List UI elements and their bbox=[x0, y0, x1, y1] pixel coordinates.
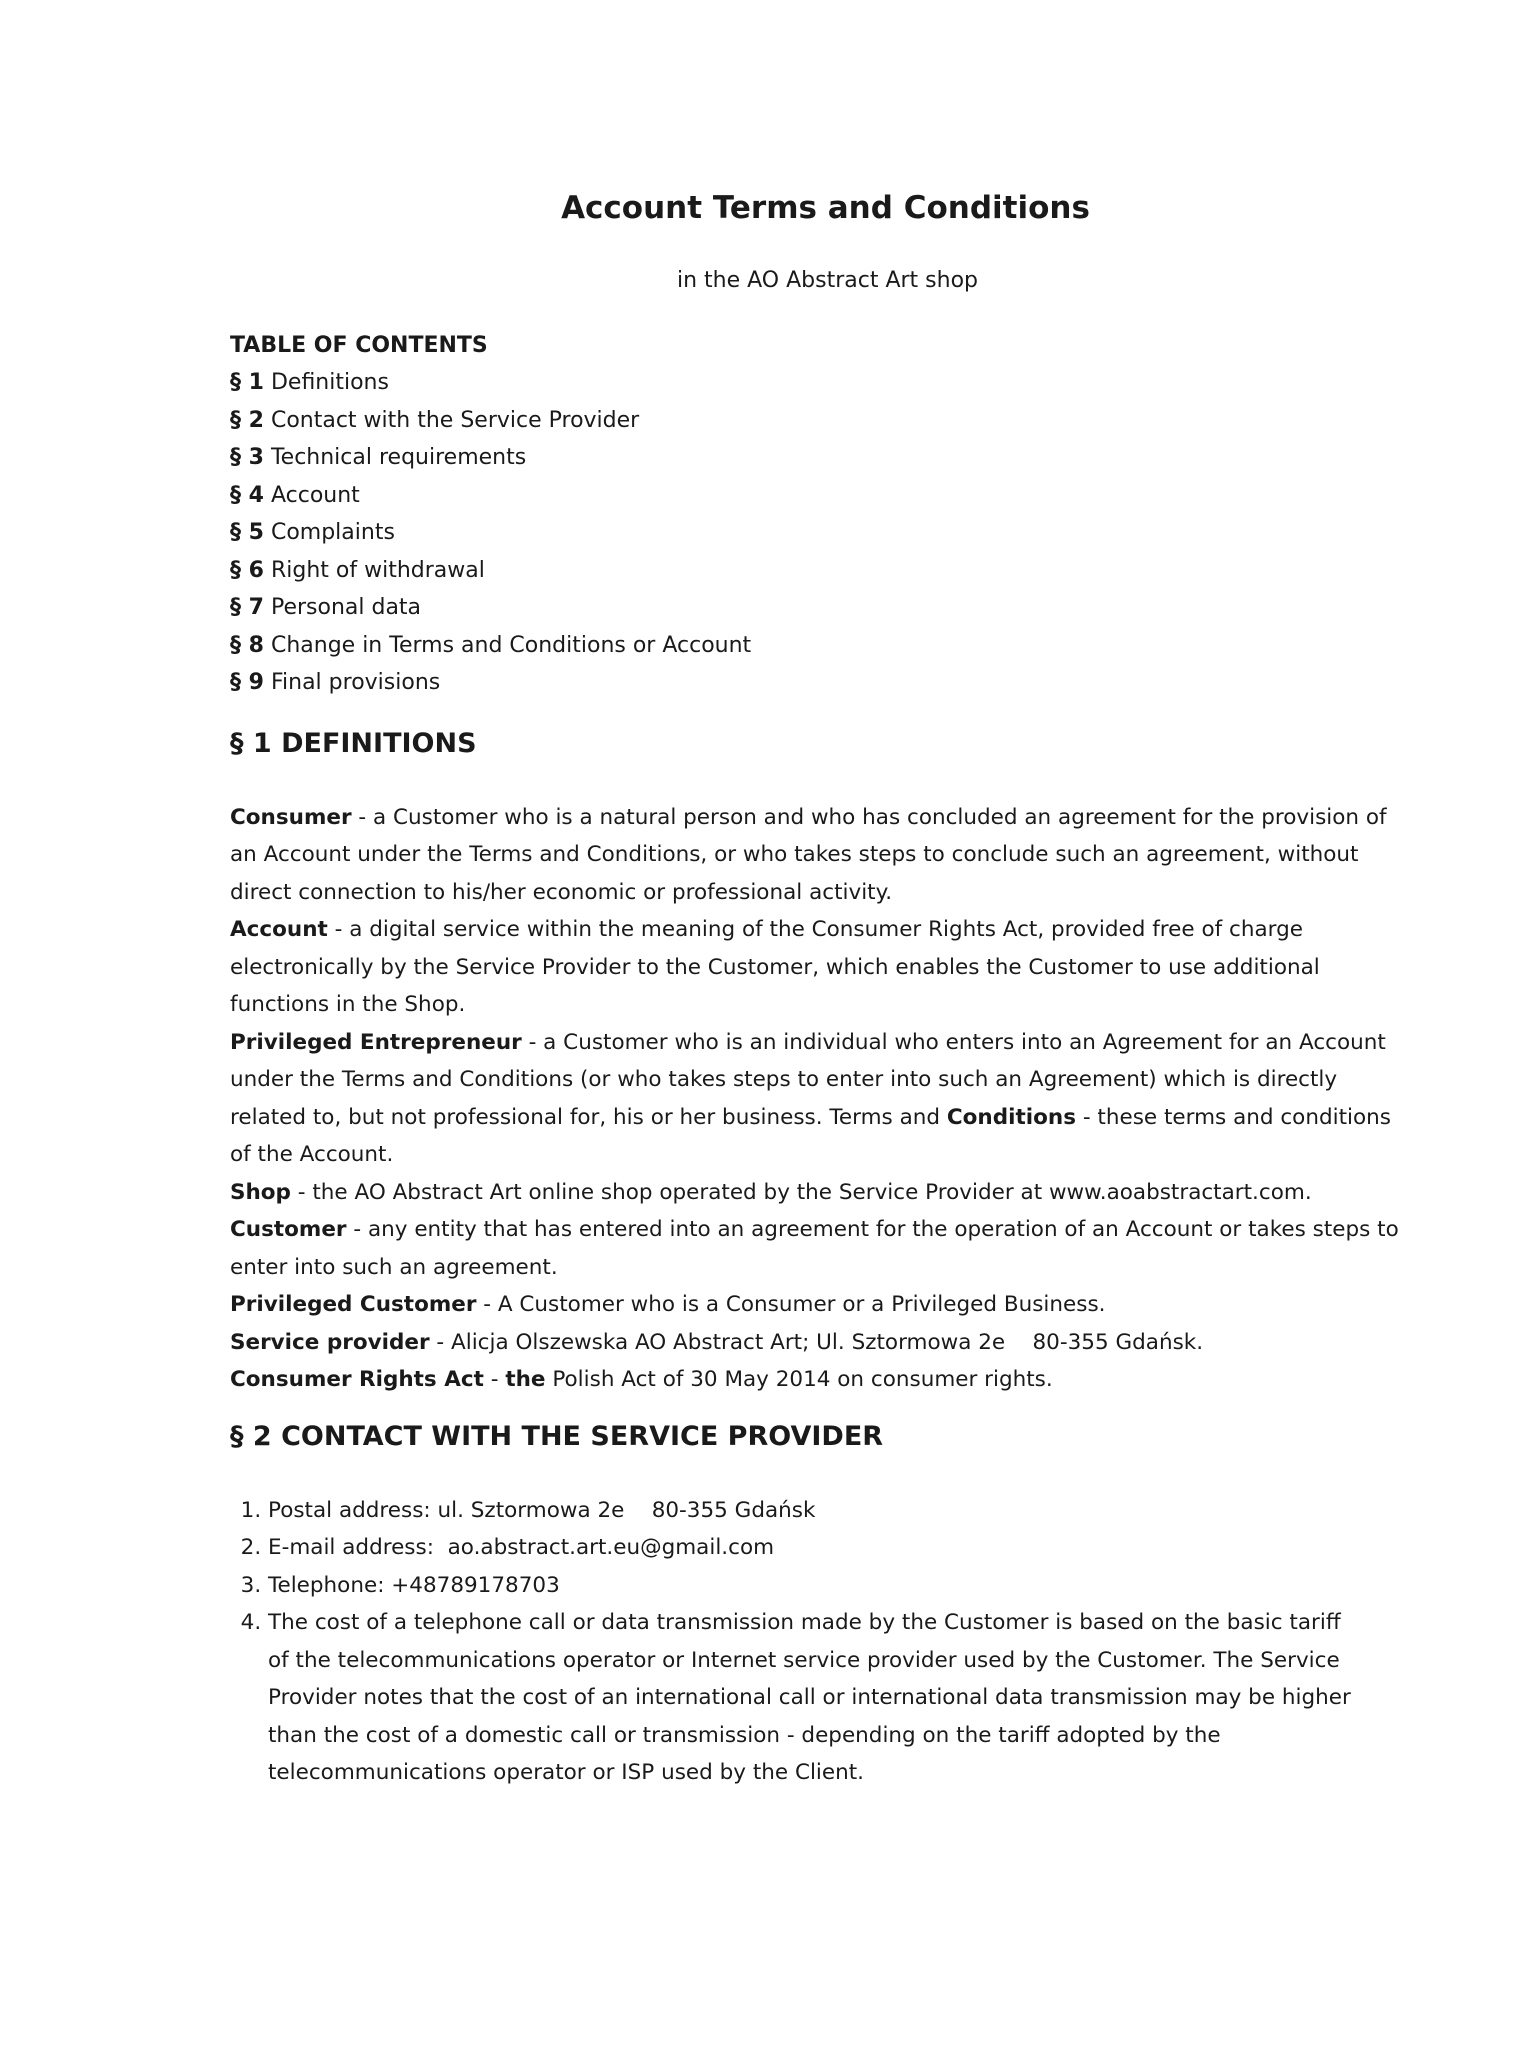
definition-text: - these terms and conditions of the Account. bbox=[230, 1104, 1391, 1167]
contact-cost-note: 4. The cost of a telephone call or data transmission made by the Customer is based on the basic tariff of the telecommunications operator or Internet service provider used by the Customer. The Service Provider notes that the cost of an international call or international data transmission may be higher than the cost of a domestic call or transmission - depending on the tariff adopted by the telecommunications operator or ISP used by the Client. bbox=[268, 1604, 1368, 1792]
definition-item bbox=[230, 799, 1415, 912]
definition-item bbox=[230, 1211, 1415, 1286]
toc-item-number: § 6 bbox=[230, 557, 264, 583]
definitions-list bbox=[230, 799, 1415, 1399]
toc-item-label: Complaints bbox=[270, 520, 395, 545]
toc-item-number: § 9 bbox=[230, 670, 264, 695]
definition-item bbox=[230, 1174, 1415, 1212]
toc-item bbox=[230, 364, 1415, 402]
definition-text: - a Customer who is an individual who enters into an Agreement for an Account under the Terms and Conditions (or who takes steps to enter into such an Agreement) which is directly related to, but not professional for, his or her business. Terms and bbox=[230, 1029, 1386, 1130]
definition-term: Privileged Customer bbox=[230, 1292, 477, 1317]
toc-item-number: § 2 bbox=[230, 407, 264, 433]
definition-term: Account bbox=[230, 917, 328, 942]
section-2-heading: § 2 CONTACT WITH THE SERVICE PROVIDER bbox=[230, 1420, 884, 1452]
toc-item-label: Technical requirements bbox=[270, 445, 527, 470]
toc-item-number: § 5 bbox=[230, 520, 264, 545]
toc-item-number: § 1 bbox=[230, 370, 264, 395]
definition-item bbox=[230, 911, 1415, 1024]
definition-term: the bbox=[505, 1367, 546, 1392]
definition-text: - a digital service within the meaning of the Consumer Rights Act, provided free of charge electronically by the Service Provider to the Customer, which enables the Customer to use additional functions in the Shop. bbox=[230, 917, 1320, 1017]
definition-term: Customer bbox=[230, 1217, 347, 1242]
definition-term: Consumer bbox=[230, 804, 352, 830]
contact-postal-address: 1. Postal address: ul. Sztormowa 2e 80-355 Gdańsk bbox=[268, 1492, 1415, 1530]
toc-item-number: § 7 bbox=[230, 595, 264, 620]
toc-item-label: Personal data bbox=[270, 595, 422, 620]
definition-term: Conditions bbox=[946, 1104, 1076, 1130]
toc-item-label: Contact with the Service Provider bbox=[270, 407, 640, 433]
toc-item bbox=[230, 664, 1415, 702]
toc-heading: TABLE OF CONTENTS bbox=[230, 333, 488, 358]
toc-item-number: § 3 bbox=[230, 445, 264, 470]
toc-item bbox=[230, 477, 1415, 515]
definition-text: - bbox=[483, 1367, 506, 1392]
toc-item-label: Change in Terms and Conditions or Account bbox=[270, 632, 752, 658]
definition-item bbox=[230, 1361, 1415, 1399]
definition-text: - a Customer who is a natural person and who has concluded an agreement for the provision of an Account under the Terms and Conditions, or who takes steps to conclude such an agreement, without direct connection to his/her economic or professional activity. bbox=[230, 804, 1387, 905]
toc-item bbox=[230, 439, 1415, 477]
toc-item-label: Final provisions bbox=[270, 670, 441, 695]
definition-term: Service provider bbox=[230, 1329, 430, 1355]
definition-text: - any entity that has entered into an agreement for the operation of an Account or takes steps to enter into such an agreement. bbox=[230, 1217, 1399, 1280]
definition-text: - the AO Abstract Art online shop operated by the Service Provider at www.aoabstractart.com. bbox=[290, 1179, 1312, 1205]
definition-item bbox=[230, 1324, 1415, 1362]
toc-item-number: § 4 bbox=[230, 482, 264, 508]
definition-text: Polish Act of 30 May 2014 on consumer rights. bbox=[545, 1367, 1053, 1392]
document-title: Account Terms and Conditions bbox=[561, 190, 1090, 226]
definition-text: - A Customer who is a Consumer or a Privileged Business. bbox=[476, 1292, 1106, 1317]
definition-term: Consumer Rights Act bbox=[230, 1367, 484, 1392]
document-subtitle: in the AO Abstract Art shop bbox=[676, 268, 978, 293]
toc-item-number: § 8 bbox=[230, 632, 264, 658]
document-page bbox=[230, 190, 1415, 1792]
contact-email-address: 2. E-mail address: ao.abstract.art.eu@gmail.com bbox=[268, 1529, 1415, 1567]
definition-item bbox=[230, 1286, 1415, 1324]
toc-item bbox=[230, 552, 1415, 590]
toc-item-label: Account bbox=[270, 482, 360, 508]
definition-term: Shop bbox=[230, 1179, 291, 1205]
toc-item-label: Definitions bbox=[270, 370, 389, 395]
contact-telephone: 3. Telephone: +48789178703 bbox=[268, 1567, 1415, 1605]
definition-term: Privileged Entrepreneur bbox=[230, 1029, 522, 1055]
definition-text: - Alicja Olszewska AO Abstract Art; Ul. Sztormowa 2e 80-355 Gdańsk. bbox=[429, 1329, 1204, 1355]
toc-item bbox=[230, 402, 1415, 440]
definition-item bbox=[230, 1024, 1415, 1174]
toc-item-label: Right of withdrawal bbox=[270, 557, 485, 583]
toc-item bbox=[230, 589, 1415, 627]
section-1-heading: § 1 DEFINITIONS bbox=[230, 727, 477, 759]
contact-list bbox=[230, 1492, 1415, 1792]
toc-item bbox=[230, 627, 1415, 665]
toc-item bbox=[230, 514, 1415, 552]
table-of-contents bbox=[230, 327, 1415, 702]
